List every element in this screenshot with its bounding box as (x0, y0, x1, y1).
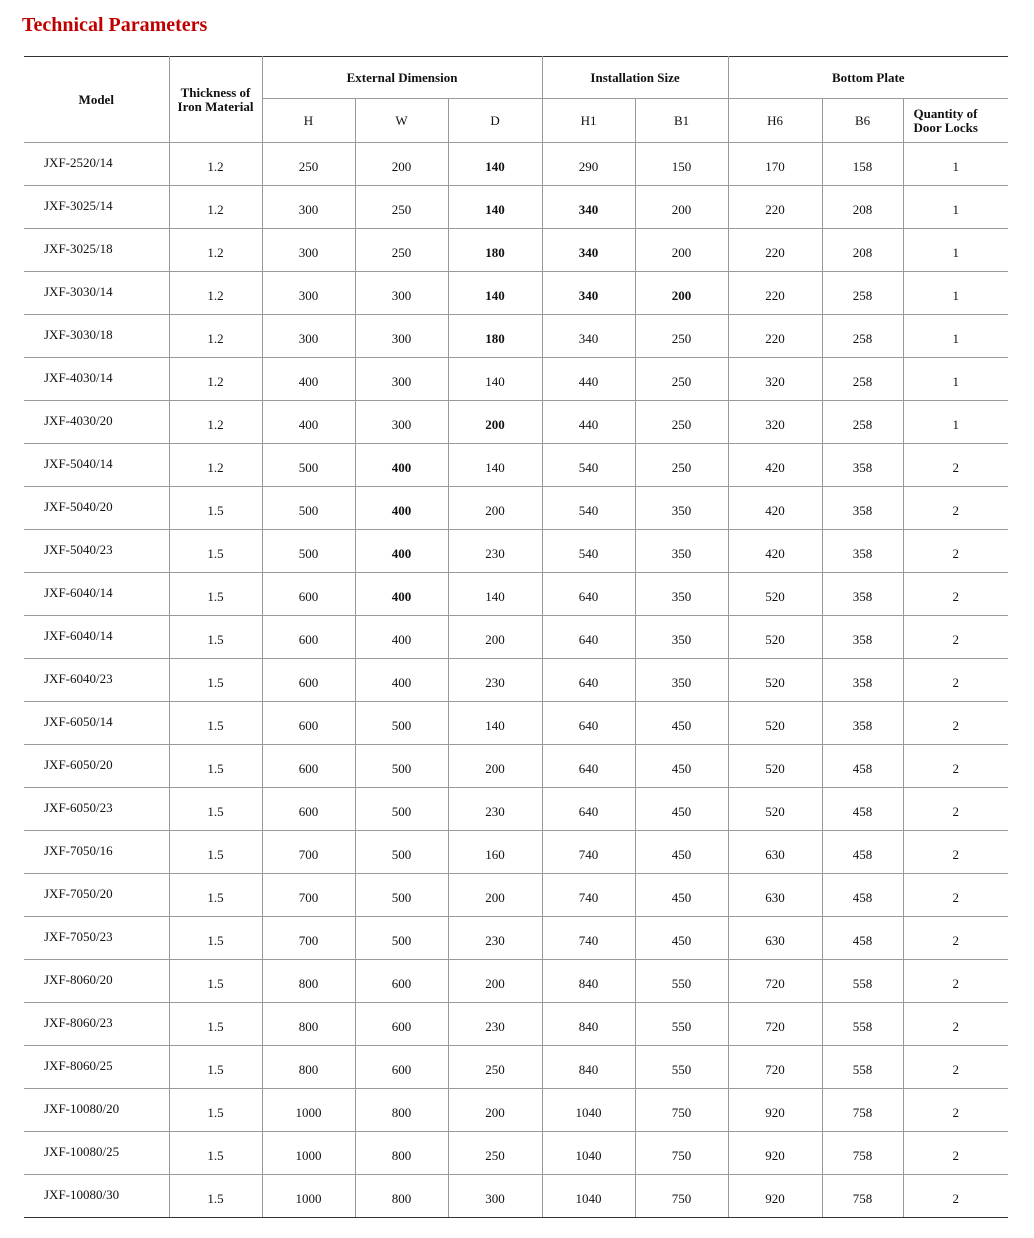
cell-model: JXF-6040/14 (24, 616, 169, 659)
table-row (24, 401, 1008, 444)
cell-d: 180 (448, 315, 542, 358)
cell-d: 230 (448, 659, 542, 702)
cell-model: JXF-7050/16 (24, 831, 169, 874)
cell-h: 800 (262, 960, 355, 1003)
cell-thickness: 1.5 (169, 616, 262, 659)
cell-b1: 150 (635, 143, 728, 186)
cell-h: 600 (262, 745, 355, 788)
cell-b1: 200 (635, 186, 728, 229)
cell-door-locks: 2 (903, 745, 1008, 788)
cell-h6: 520 (728, 745, 822, 788)
cell-h: 300 (262, 272, 355, 315)
cell-door-locks: 2 (903, 1003, 1008, 1046)
cell-door-locks: 1 (903, 315, 1008, 358)
table-row (24, 358, 1008, 401)
cell-h1: 740 (542, 917, 635, 960)
cell-model: JXF-5040/20 (24, 487, 169, 530)
table-row (24, 917, 1008, 960)
cell-b1: 750 (635, 1175, 728, 1218)
table-row (24, 229, 1008, 272)
cell-door-locks: 1 (903, 143, 1008, 186)
cell-thickness: 1.5 (169, 960, 262, 1003)
cell-b6: 458 (822, 745, 903, 788)
cell-w: 250 (355, 229, 448, 272)
cell-door-locks: 1 (903, 229, 1008, 272)
cell-w: 400 (355, 573, 448, 616)
cell-h: 250 (262, 143, 355, 186)
cell-d: 200 (448, 401, 542, 444)
table-row (24, 874, 1008, 917)
cell-model: JXF-6050/23 (24, 788, 169, 831)
cell-b1: 450 (635, 702, 728, 745)
cell-b1: 200 (635, 229, 728, 272)
cell-thickness: 1.5 (169, 1132, 262, 1175)
table-row (24, 1089, 1008, 1132)
cell-h: 600 (262, 659, 355, 702)
cell-h: 300 (262, 229, 355, 272)
cell-b6: 458 (822, 788, 903, 831)
cell-b6: 758 (822, 1089, 903, 1132)
cell-h6: 170 (728, 143, 822, 186)
cell-w: 300 (355, 358, 448, 401)
cell-b1: 750 (635, 1089, 728, 1132)
cell-h1: 540 (542, 487, 635, 530)
cell-model: JXF-5040/23 (24, 530, 169, 573)
header-thickness: Thickness of Iron Material (169, 57, 262, 143)
cell-thickness: 1.5 (169, 874, 262, 917)
table-row (24, 960, 1008, 1003)
cell-h: 400 (262, 358, 355, 401)
header-bottom-plate: Bottom Plate (728, 57, 1008, 99)
cell-d: 140 (448, 358, 542, 401)
cell-b6: 158 (822, 143, 903, 186)
cell-h1: 840 (542, 960, 635, 1003)
cell-h: 500 (262, 487, 355, 530)
cell-thickness: 1.5 (169, 702, 262, 745)
cell-d: 140 (448, 143, 542, 186)
cell-h: 800 (262, 1003, 355, 1046)
cell-h1: 440 (542, 358, 635, 401)
table-row (24, 831, 1008, 874)
cell-h1: 1040 (542, 1175, 635, 1218)
cell-thickness: 1.2 (169, 444, 262, 487)
cell-h: 1000 (262, 1175, 355, 1218)
cell-w: 800 (355, 1175, 448, 1218)
cell-h: 600 (262, 573, 355, 616)
cell-b1: 450 (635, 874, 728, 917)
cell-b1: 450 (635, 745, 728, 788)
cell-h1: 340 (542, 229, 635, 272)
cell-w: 500 (355, 788, 448, 831)
cell-d: 140 (448, 186, 542, 229)
cell-model: JXF-3025/14 (24, 186, 169, 229)
table-row (24, 788, 1008, 831)
cell-w: 400 (355, 659, 448, 702)
cell-d: 230 (448, 1003, 542, 1046)
cell-h1: 540 (542, 444, 635, 487)
cell-thickness: 1.5 (169, 659, 262, 702)
cell-door-locks: 1 (903, 272, 1008, 315)
cell-w: 300 (355, 315, 448, 358)
cell-h6: 220 (728, 229, 822, 272)
table-row (24, 745, 1008, 788)
table-row (24, 272, 1008, 315)
table-row (24, 702, 1008, 745)
cell-h6: 630 (728, 874, 822, 917)
cell-h6: 720 (728, 1003, 822, 1046)
cell-d: 140 (448, 272, 542, 315)
cell-w: 400 (355, 530, 448, 573)
cell-h: 500 (262, 444, 355, 487)
cell-thickness: 1.5 (169, 1175, 262, 1218)
cell-h6: 220 (728, 186, 822, 229)
cell-model: JXF-7050/23 (24, 917, 169, 960)
cell-thickness: 1.2 (169, 358, 262, 401)
cell-door-locks: 1 (903, 358, 1008, 401)
cell-w: 500 (355, 702, 448, 745)
cell-w: 500 (355, 745, 448, 788)
table-row (24, 1046, 1008, 1089)
cell-door-locks: 2 (903, 960, 1008, 1003)
cell-b6: 258 (822, 358, 903, 401)
cell-b1: 250 (635, 315, 728, 358)
cell-b6: 458 (822, 874, 903, 917)
cell-model: JXF-6040/14 (24, 573, 169, 616)
cell-w: 600 (355, 960, 448, 1003)
cell-door-locks: 2 (903, 1175, 1008, 1218)
cell-h6: 520 (728, 659, 822, 702)
cell-w: 800 (355, 1132, 448, 1175)
cell-h: 600 (262, 788, 355, 831)
cell-thickness: 1.5 (169, 573, 262, 616)
cell-thickness: 1.5 (169, 788, 262, 831)
cell-d: 200 (448, 874, 542, 917)
table-body (24, 143, 1008, 1218)
cell-b6: 358 (822, 702, 903, 745)
cell-h1: 340 (542, 186, 635, 229)
header-model: Model (24, 57, 169, 143)
cell-h: 700 (262, 917, 355, 960)
cell-h1: 840 (542, 1046, 635, 1089)
cell-thickness: 1.5 (169, 1046, 262, 1089)
table-row (24, 1175, 1008, 1218)
cell-b6: 258 (822, 272, 903, 315)
cell-w: 400 (355, 487, 448, 530)
cell-d: 230 (448, 788, 542, 831)
cell-b1: 450 (635, 831, 728, 874)
cell-h6: 520 (728, 616, 822, 659)
cell-thickness: 1.5 (169, 831, 262, 874)
cell-door-locks: 2 (903, 616, 1008, 659)
cell-door-locks: 2 (903, 874, 1008, 917)
cell-b6: 208 (822, 229, 903, 272)
cell-model: JXF-3030/18 (24, 315, 169, 358)
cell-h6: 920 (728, 1175, 822, 1218)
cell-thickness: 1.5 (169, 1003, 262, 1046)
cell-h: 300 (262, 186, 355, 229)
table-row (24, 315, 1008, 358)
cell-h1: 840 (542, 1003, 635, 1046)
header-external-dimension: External Dimension (262, 57, 542, 99)
table-row (24, 444, 1008, 487)
cell-door-locks: 2 (903, 1046, 1008, 1089)
cell-d: 180 (448, 229, 542, 272)
cell-door-locks: 2 (903, 702, 1008, 745)
cell-b1: 550 (635, 960, 728, 1003)
page-title: Technical Parameters (22, 14, 208, 36)
cell-w: 500 (355, 917, 448, 960)
cell-b1: 350 (635, 530, 728, 573)
cell-h1: 1040 (542, 1089, 635, 1132)
cell-d: 230 (448, 530, 542, 573)
header-w: W (355, 99, 448, 143)
cell-h6: 320 (728, 401, 822, 444)
cell-b6: 358 (822, 487, 903, 530)
cell-h1: 340 (542, 315, 635, 358)
cell-b6: 558 (822, 1046, 903, 1089)
cell-model: JXF-4030/14 (24, 358, 169, 401)
cell-w: 250 (355, 186, 448, 229)
cell-w: 300 (355, 401, 448, 444)
cell-b6: 358 (822, 530, 903, 573)
cell-thickness: 1.5 (169, 487, 262, 530)
cell-h: 1000 (262, 1132, 355, 1175)
cell-door-locks: 2 (903, 1089, 1008, 1132)
cell-h6: 220 (728, 315, 822, 358)
table-row (24, 487, 1008, 530)
cell-h: 700 (262, 874, 355, 917)
cell-w: 400 (355, 444, 448, 487)
cell-h6: 220 (728, 272, 822, 315)
cell-h6: 920 (728, 1089, 822, 1132)
cell-door-locks: 1 (903, 186, 1008, 229)
cell-h6: 520 (728, 702, 822, 745)
cell-model: JXF-8060/25 (24, 1046, 169, 1089)
cell-w: 300 (355, 272, 448, 315)
cell-h1: 290 (542, 143, 635, 186)
cell-d: 300 (448, 1175, 542, 1218)
cell-b6: 208 (822, 186, 903, 229)
cell-d: 230 (448, 917, 542, 960)
cell-h1: 540 (542, 530, 635, 573)
cell-b6: 458 (822, 917, 903, 960)
cell-b1: 550 (635, 1003, 728, 1046)
cell-model: JXF-10080/25 (24, 1132, 169, 1175)
cell-door-locks: 2 (903, 487, 1008, 530)
cell-d: 250 (448, 1046, 542, 1089)
cell-h1: 440 (542, 401, 635, 444)
technical-parameters-table (24, 56, 1008, 1218)
cell-b1: 350 (635, 487, 728, 530)
header-quantity-door-locks: Quantity of Door Locks (903, 99, 1008, 143)
cell-b1: 450 (635, 917, 728, 960)
cell-w: 600 (355, 1003, 448, 1046)
cell-w: 200 (355, 143, 448, 186)
cell-door-locks: 2 (903, 659, 1008, 702)
cell-b1: 250 (635, 401, 728, 444)
cell-model: JXF-6040/23 (24, 659, 169, 702)
header-b1: B1 (635, 99, 728, 143)
header-h1: H1 (542, 99, 635, 143)
cell-w: 400 (355, 616, 448, 659)
cell-h6: 420 (728, 444, 822, 487)
cell-b6: 358 (822, 616, 903, 659)
cell-b6: 258 (822, 401, 903, 444)
cell-thickness: 1.5 (169, 745, 262, 788)
cell-thickness: 1.2 (169, 401, 262, 444)
cell-b1: 450 (635, 788, 728, 831)
cell-h1: 640 (542, 659, 635, 702)
cell-h6: 630 (728, 831, 822, 874)
cell-thickness: 1.2 (169, 143, 262, 186)
table-row (24, 616, 1008, 659)
cell-h1: 740 (542, 831, 635, 874)
cell-d: 200 (448, 1089, 542, 1132)
cell-b6: 358 (822, 659, 903, 702)
cell-w: 500 (355, 874, 448, 917)
cell-model: JXF-4030/20 (24, 401, 169, 444)
cell-h: 500 (262, 530, 355, 573)
cell-h6: 720 (728, 960, 822, 1003)
cell-thickness: 1.2 (169, 315, 262, 358)
cell-door-locks: 2 (903, 530, 1008, 573)
cell-d: 140 (448, 573, 542, 616)
cell-b1: 350 (635, 616, 728, 659)
cell-h: 600 (262, 616, 355, 659)
table-row (24, 143, 1008, 186)
cell-model: JXF-8060/23 (24, 1003, 169, 1046)
cell-model: JXF-3030/14 (24, 272, 169, 315)
cell-door-locks: 2 (903, 917, 1008, 960)
cell-thickness: 1.5 (169, 1089, 262, 1132)
cell-d: 140 (448, 444, 542, 487)
cell-model: JXF-10080/20 (24, 1089, 169, 1132)
cell-model: JXF-3025/18 (24, 229, 169, 272)
cell-h: 1000 (262, 1089, 355, 1132)
cell-w: 600 (355, 1046, 448, 1089)
cell-d: 160 (448, 831, 542, 874)
cell-b1: 200 (635, 272, 728, 315)
cell-b1: 750 (635, 1132, 728, 1175)
table-row (24, 1003, 1008, 1046)
cell-h: 700 (262, 831, 355, 874)
cell-b6: 558 (822, 960, 903, 1003)
cell-h6: 520 (728, 788, 822, 831)
cell-d: 200 (448, 960, 542, 1003)
cell-d: 200 (448, 616, 542, 659)
cell-door-locks: 2 (903, 831, 1008, 874)
cell-h1: 640 (542, 702, 635, 745)
cell-h6: 920 (728, 1132, 822, 1175)
cell-h6: 320 (728, 358, 822, 401)
cell-h1: 340 (542, 272, 635, 315)
cell-b6: 758 (822, 1132, 903, 1175)
cell-b1: 350 (635, 659, 728, 702)
cell-door-locks: 1 (903, 401, 1008, 444)
table-row (24, 186, 1008, 229)
cell-door-locks: 2 (903, 1132, 1008, 1175)
header-h: H (262, 99, 355, 143)
cell-h: 400 (262, 401, 355, 444)
cell-door-locks: 2 (903, 573, 1008, 616)
header-d: D (448, 99, 542, 143)
cell-door-locks: 2 (903, 444, 1008, 487)
cell-h1: 740 (542, 874, 635, 917)
cell-h6: 720 (728, 1046, 822, 1089)
cell-model: JXF-6050/14 (24, 702, 169, 745)
cell-thickness: 1.5 (169, 530, 262, 573)
cell-b6: 258 (822, 315, 903, 358)
cell-h6: 420 (728, 487, 822, 530)
table-row (24, 659, 1008, 702)
table-row (24, 573, 1008, 616)
cell-thickness: 1.2 (169, 229, 262, 272)
cell-b1: 550 (635, 1046, 728, 1089)
cell-thickness: 1.2 (169, 272, 262, 315)
cell-model: JXF-8060/20 (24, 960, 169, 1003)
cell-b6: 358 (822, 573, 903, 616)
header-b6: B6 (822, 99, 903, 143)
cell-b1: 350 (635, 573, 728, 616)
cell-thickness: 1.5 (169, 917, 262, 960)
cell-h6: 520 (728, 573, 822, 616)
cell-model: JXF-6050/20 (24, 745, 169, 788)
cell-h1: 640 (542, 616, 635, 659)
header-h6: H6 (728, 99, 822, 143)
cell-model: JXF-5040/14 (24, 444, 169, 487)
cell-model: JXF-10080/30 (24, 1175, 169, 1218)
cell-h: 300 (262, 315, 355, 358)
cell-h: 800 (262, 1046, 355, 1089)
cell-h1: 640 (542, 788, 635, 831)
table-row (24, 530, 1008, 573)
cell-door-locks: 2 (903, 788, 1008, 831)
cell-model: JXF-7050/20 (24, 874, 169, 917)
cell-h1: 1040 (542, 1132, 635, 1175)
cell-model: JXF-2520/14 (24, 143, 169, 186)
cell-thickness: 1.2 (169, 186, 262, 229)
cell-h1: 640 (542, 745, 635, 788)
header-installation-size: Installation Size (542, 57, 728, 99)
cell-d: 200 (448, 745, 542, 788)
cell-h1: 640 (542, 573, 635, 616)
cell-b1: 250 (635, 444, 728, 487)
cell-b6: 558 (822, 1003, 903, 1046)
cell-b6: 758 (822, 1175, 903, 1218)
cell-w: 500 (355, 831, 448, 874)
table-header (24, 57, 1008, 143)
table-row (24, 1132, 1008, 1175)
cell-d: 140 (448, 702, 542, 745)
cell-d: 200 (448, 487, 542, 530)
cell-h6: 420 (728, 530, 822, 573)
cell-w: 800 (355, 1089, 448, 1132)
cell-d: 250 (448, 1132, 542, 1175)
cell-b6: 458 (822, 831, 903, 874)
cell-b6: 358 (822, 444, 903, 487)
cell-h: 600 (262, 702, 355, 745)
cell-b1: 250 (635, 358, 728, 401)
cell-h6: 630 (728, 917, 822, 960)
